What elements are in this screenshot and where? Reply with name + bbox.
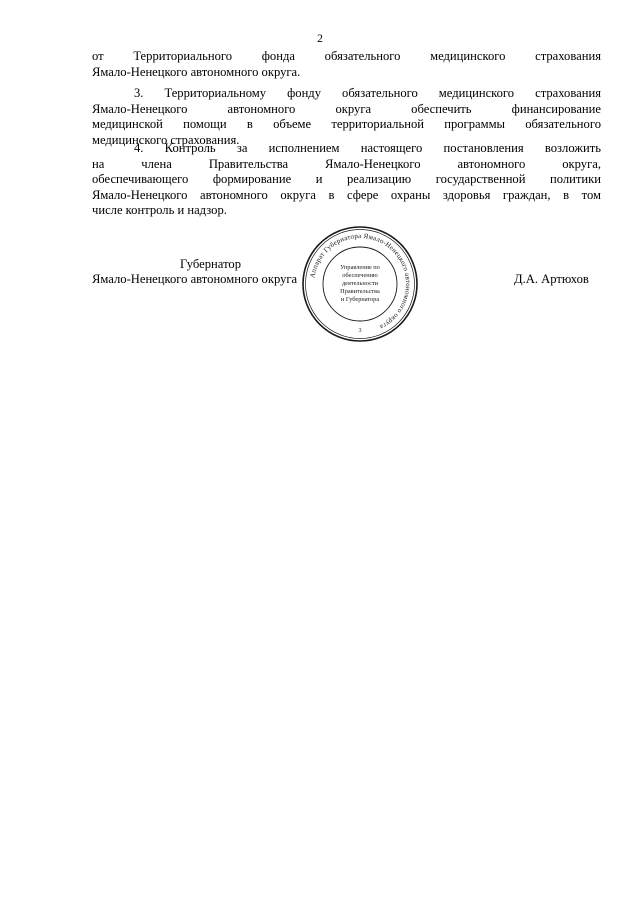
stamp-inner-text	[340, 264, 380, 303]
text-line: 4. Контроль за исполнением настоящего постановления возложить	[134, 141, 601, 155]
stamp-inner-line: Управление по	[340, 264, 380, 271]
text-line: Ямало-Ненецкого автономного округа обеспечить финансирование	[92, 101, 601, 116]
text-line: числе контроль и надзор.	[92, 203, 227, 217]
stamp-ring-text: Аппарат Губернатора Ямало-Ненецкого автономного округа	[308, 231, 413, 332]
text-line: на члена Правительства Ямало-Ненецкого автономного округа,	[92, 156, 601, 171]
text-line: обеспечивающего формирование и реализацию государственной политики	[92, 172, 601, 186]
text-line: медицинского страхования.	[92, 132, 240, 147]
stamp-inner-line: Правительства	[340, 288, 380, 295]
paragraph-4	[92, 141, 601, 219]
page-number: 2	[317, 33, 323, 45]
paragraph-3	[92, 86, 601, 148]
paragraph-continuation	[92, 49, 601, 80]
signatory-organization: Ямало-Ненецкого автономного округа	[92, 272, 298, 286]
text-line: Ямало-Ненецкого автономного округа.	[92, 64, 301, 79]
official-seal-stamp	[300, 224, 420, 344]
text-line: 3. Территориальному фонду обязательного медицинского страхования	[134, 86, 601, 100]
signatory-name: Д.А. Артюхов	[514, 272, 589, 286]
text-line: от Территориального фонда обязательного медицинского страхования	[92, 49, 601, 63]
text-line: медицинской помощи в объеме территориальной программы обязательного	[92, 117, 601, 131]
stamp-inner-line: обеспечению	[342, 272, 378, 279]
stamp-number: 3	[358, 327, 362, 334]
stamp-inner-line: деятельности	[341, 280, 379, 287]
signatory-title: Губернатор	[180, 257, 241, 271]
stamp-inner-line: и Губернатора	[340, 296, 380, 303]
text-line: Ямало-Ненецкого автономного округа в сфере охраны здоровья граждан, в том	[92, 187, 601, 202]
